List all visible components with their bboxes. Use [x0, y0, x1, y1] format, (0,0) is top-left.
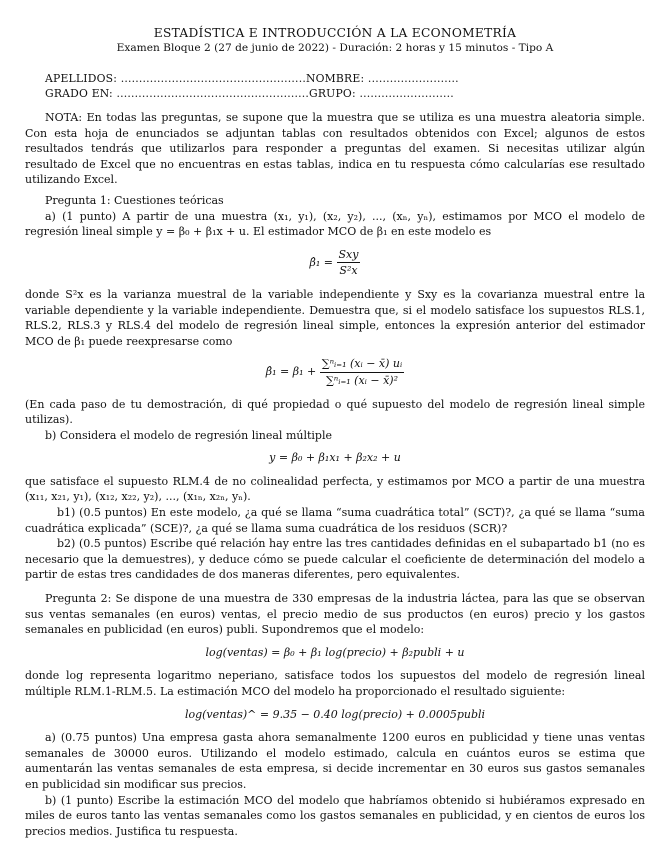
q1-equation-1 [25, 247, 645, 279]
q1-equation-3: y = β₀ + β₁x₁ + β₂x₂ + u [269, 451, 401, 465]
student-info-block [45, 72, 645, 101]
q2-equation-estimated: log(ventas)^ = 9.35 − 0.40 log(precio) + 0.0005publi [184, 707, 486, 721]
apellidos-field: APELLIDOS: ................................................... [45, 72, 306, 85]
q2-text-2: donde log representa logaritmo neperiano, satisface todos los supuestos del modelo de regresión lineal múltiple RLM.1-RLM.5. La estimación MCO del modelo ha proporcionado el resultado siguiente: [25, 669, 645, 698]
grupo-field: GRUPO: .......................... [309, 86, 454, 100]
q1-equation-2 [25, 356, 645, 388]
nombre-field: NOMBRE: ......................... [305, 72, 459, 85]
eq2-lhs: β̂₁ = β₁ + [265, 365, 317, 379]
student-info-line-2 [45, 87, 645, 102]
eq2-denominator: ∑ⁿᵢ₌₁ (xᵢ − x̄)² [325, 373, 398, 387]
eq1-numerator: Sxy [337, 247, 361, 264]
q1-b-text-2: que satisface el supuesto RLM.4 de no colinealidad perfecta, y estimamos por MCO a partir de una muestra (x₁₁, x₂₁, y₁), (x₁₂, x₂₂, y₂), ..., (x₁ₙ, x₂ₙ, yₙ). [25, 474, 645, 504]
q2-equation-model: log(ventas) = β₀ + β₁ log(precio) + β₂publi + u [205, 645, 465, 659]
q1-b1-text: b1) (0.5 puntos) En este modelo, ¿a qué se llama “suma cuadrática total” (SCT)?, ¿a qué se llama “suma cuadrática explicada” (SCE)?, ¿a qué se llama suma cuadrática de los residuos (SCR)? [25, 506, 645, 535]
q1-a-text-3: (En cada paso de tu demostración, di qué propiedad o qué supuesto del modelo de regresión lineal simple utilizas). [25, 397, 645, 427]
eq2-numerator: ∑ⁿᵢ₌₁ (xᵢ − x̄) uᵢ [320, 356, 404, 373]
q1-b-text-1: b) Considera el modelo de regresión lineal múltiple [45, 428, 332, 442]
exam-subtitle: Examen Bloque 2 (27 de junio de 2022) - Duración: 2 horas y 15 minutos - Tipo A [116, 42, 554, 54]
exam-title: ESTADÍSTICA E INTRODUCCIÓN A LA ECONOMETRÍA [153, 26, 517, 40]
grado-field: GRADO EN: ..................................................... [45, 86, 310, 100]
q1-b2-text: b2) (0.5 puntos) Escribe qué relación hay entre las tres cantidades definidas en el subapartado b1 (no es necesario que la demuestres), y deduce cómo se puede calcular el coeficiente de determinación del modelo a partir de estas tres candidades de dos maneras diferentes, pero equivalentes. [25, 537, 645, 582]
q2-a-text: a) (0.75 puntos) Una empresa gasta ahora semanalmente 1200 euros en publicidad y tiene unas ventas semanales de 30000 euros. Utilizando el modelo estimado, calcula en cuántos euros se estima que aumentarán las ventas semanales de esta empresa, si decide incrementar en 30 euros sus gastos semanales en publicidad sin modificar sus precios. [25, 731, 645, 791]
nota-paragraph: NOTA: En todas las preguntas, se supone que la muestra que se utiliza es una muestra aleatoria simple. Con esta hoja de enunciados se adjuntan tablas con resultados obtenidos con Excel; algunos de estos resultados tendrás que utilizarlos para responder a preguntas del examen. Si necesitas utilizar algún resultado de Excel que no encuentras en estas tablas, indica en tu respuesta cómo calcularías ese resultado utilizando Excel. [25, 111, 645, 187]
q1-a-text-2: donde S²x es la varianza muestral de la variable independiente y Sxy es la covarianza muestral entre la variable dependiente y la variable independiente. Demuestra que, si el modelo satisface los supuestos RLS.1, RLS.2, RLS.3 y RLS.4 del modelo de regresión lineal simple, entonces la expresión anterior del estimador MCO de β₁ puede reexpresarse como [25, 287, 645, 348]
q2-b-text: b) (1 punto) Escribe la estimación MCO del modelo que habríamos obtenido si hubiéramos expresado en miles de euros tanto las ventas semanales como los gastos semanales en publicidad, y en cientos de euros los precios medios. Justifica tu respuesta. [25, 793, 645, 838]
eq1-lhs: β̂₁ = [309, 255, 333, 269]
eq2-fraction [320, 356, 404, 388]
q2-intro: Pregunta 2: Se dispone de una muestra de 330 empresas de la industria láctea, para las que se observan sus ventas semanales (en euros) ventas, el precio medio de sus productos (en euros) precio y los gastos semanales en publicidad (en euros) publi. Supondremos que el modelo: [25, 592, 645, 637]
exam-page [25, 26, 645, 839]
q1-title: Pregunta 1: Cuestiones teóricas [45, 193, 224, 207]
eq1-fraction [337, 247, 361, 279]
student-info-line-1 [45, 72, 645, 87]
eq1-denominator: S²x [339, 264, 358, 278]
q1-a-text-1: a) (1 punto) A partir de una muestra (x₁, y₁), (x₂, y₂), ..., (xₙ, yₙ), estimamos por MCO el modelo de regresión lineal simple y = β₀ + β₁x + u. El estimador MCO de β₁ en este modelo es [25, 209, 645, 239]
